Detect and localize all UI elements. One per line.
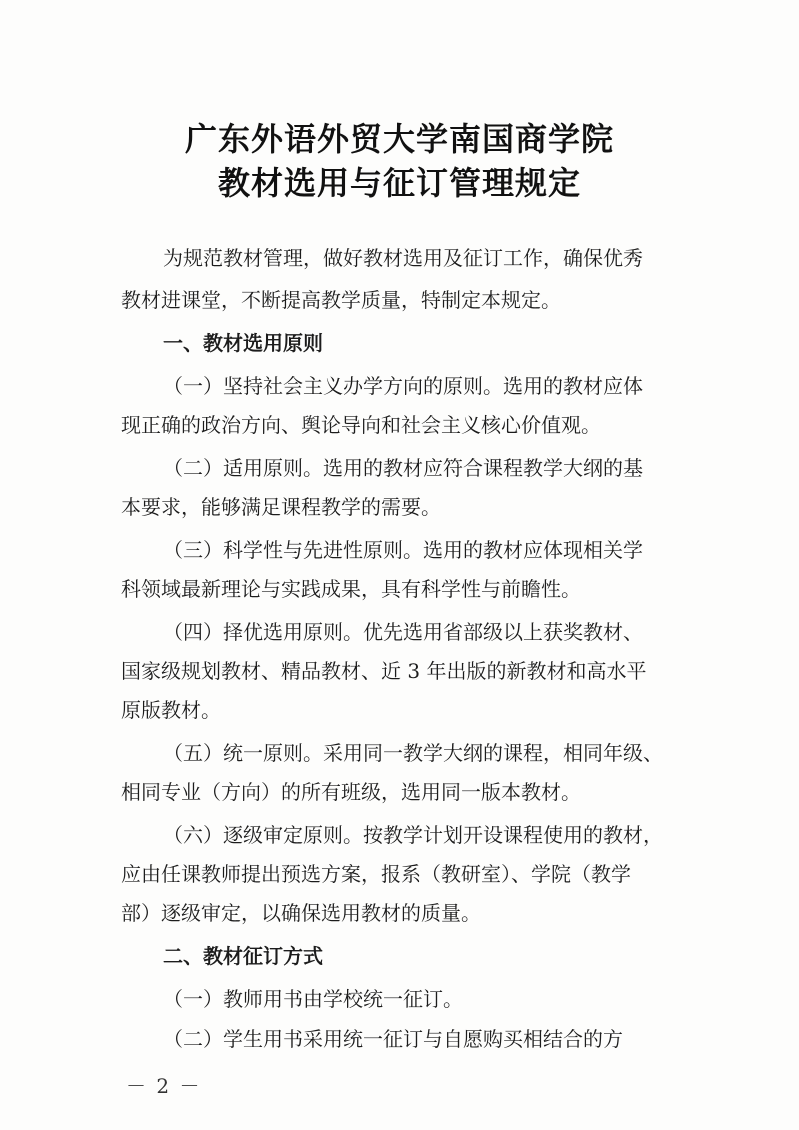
page-number: － 2 － xyxy=(126,1074,202,1098)
section-1-heading: 一、教材选用原则 xyxy=(163,331,323,355)
principle-2-line-2: 本要求，能够满足课程教学的需要。 xyxy=(121,495,441,519)
principle-4-line-1: （四）择优选用原则。优先选用省部级以上获奖教材、 xyxy=(163,620,643,644)
principle-3-line-2: 科领域最新理论与实践成果，具有科学性与前瞻性。 xyxy=(121,577,581,601)
intro-line-1: 为规范教材管理，做好教材选用及征订工作，确保优秀 xyxy=(163,246,643,270)
document-title-line2: 教材选用与征订管理规定 xyxy=(217,164,581,202)
document-title-line1: 广东外语外贸大学南国商学院 xyxy=(184,120,614,158)
principle-4-line-3: 原版教材。 xyxy=(121,698,221,722)
principle-6-line-1: （六）逐级审定原则。按教学计划开设课程使用的教材， xyxy=(163,823,663,847)
principle-6-line-2: 应由任课教师提出预选方案，报系（教研室）、学院（教学 xyxy=(121,862,631,886)
principle-1-line-2: 现正确的政治方向、舆论导向和社会主义核心价值观。 xyxy=(121,413,601,437)
method-2-line-1: （二）学生用书采用统一征订与自愿购买相结合的方 xyxy=(163,1027,623,1051)
intro-line-2: 教材进课堂，不断提高教学质量，特制定本规定。 xyxy=(121,288,561,312)
principle-6-line-3: 部）逐级审定，以确保选用教材的质量。 xyxy=(121,901,481,925)
principle-2-line-1: （二）适用原则。选用的教材应符合课程教学大纲的基 xyxy=(163,456,643,480)
method-1-line-1: （一）教师用书由学校统一征订。 xyxy=(163,987,463,1011)
principle-5-line-2: 相同专业（方向）的所有班级，选用同一版本教材。 xyxy=(121,780,581,804)
principle-4-line-2: 国家级规划教材、精品教材、近 3 年出版的新教材和高水平 xyxy=(121,659,647,683)
principle-5-line-1: （五）统一原则。采用同一教学大纲的课程，相同年级、 xyxy=(163,741,663,765)
section-2-heading: 二、教材征订方式 xyxy=(163,944,323,968)
principle-3-line-1: （三）科学性与先进性原则。选用的教材应体现相关学 xyxy=(163,538,643,562)
principle-1-line-1: （一）坚持社会主义办学方向的原则。选用的教材应体 xyxy=(163,374,643,398)
